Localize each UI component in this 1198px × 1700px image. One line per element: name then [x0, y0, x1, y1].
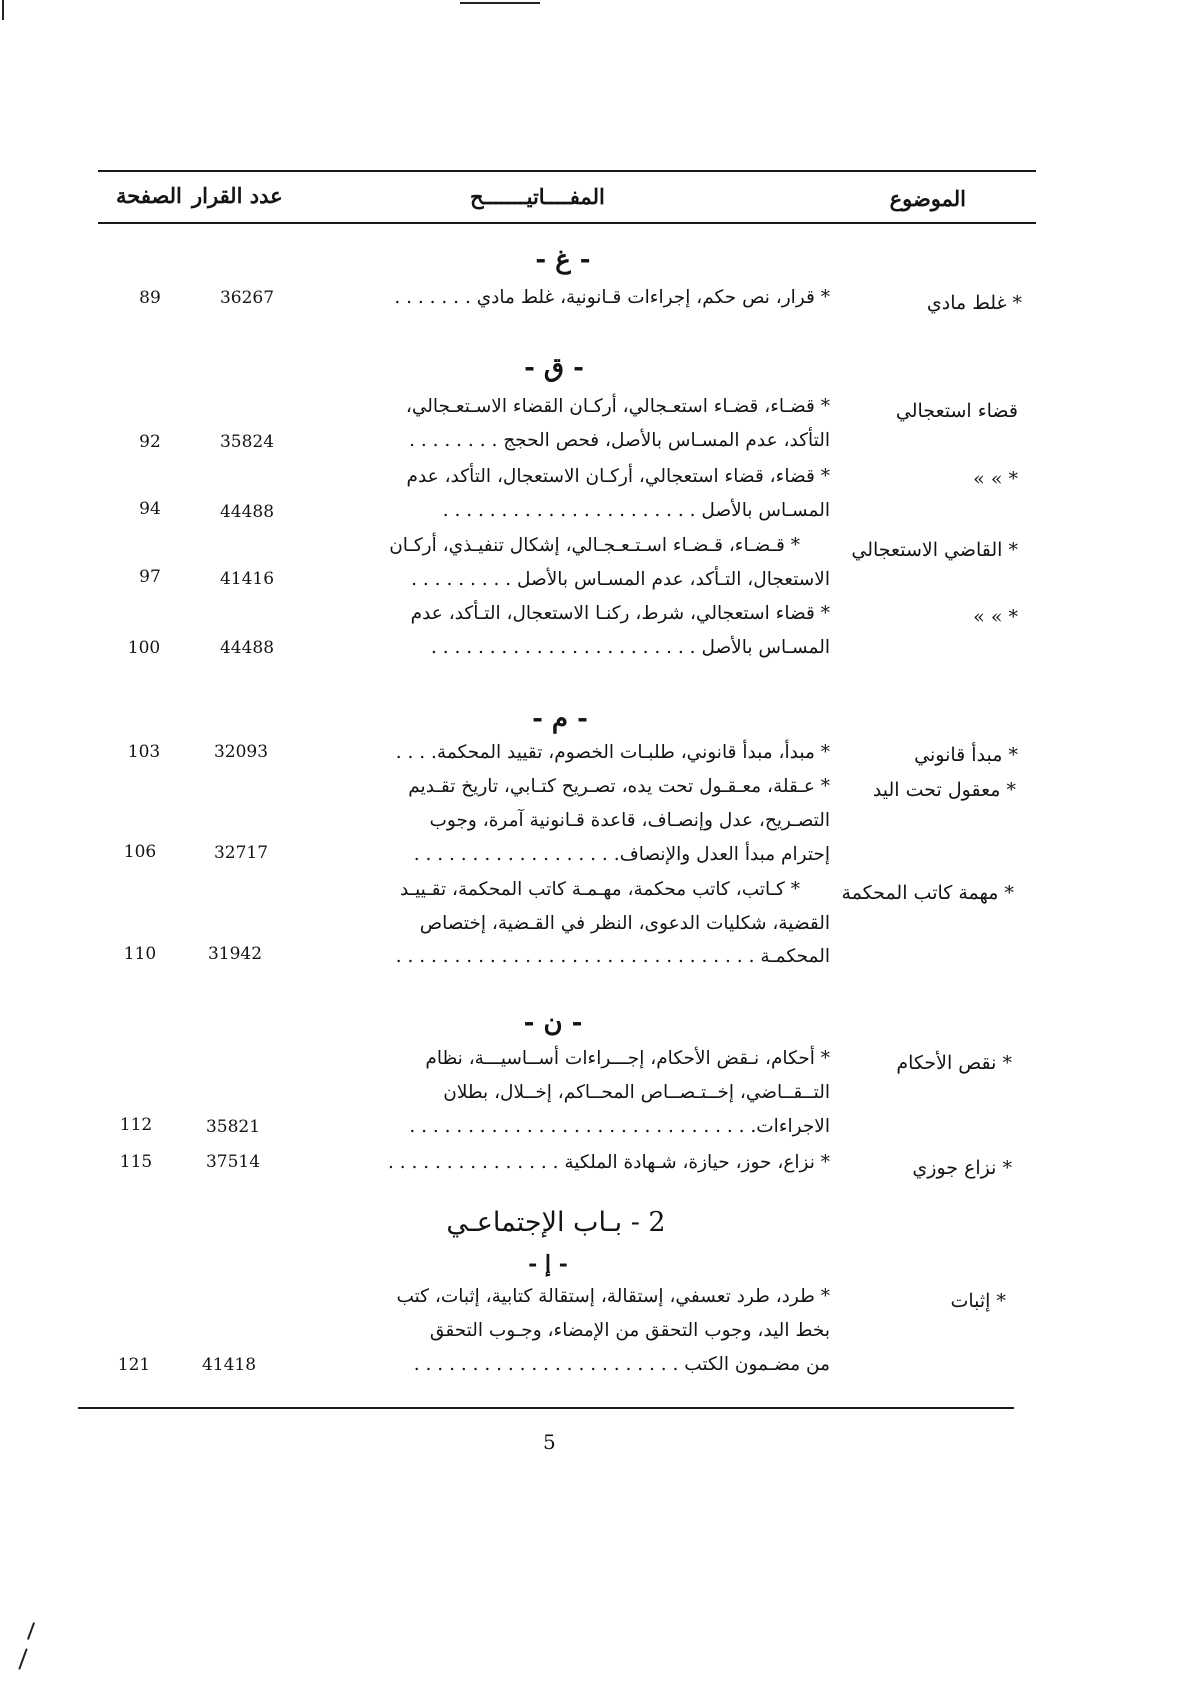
entry-keywords-line: الاستعجال، التـأكد، عدم المسـاس بالأصل . . . . . . . . .: [411, 569, 830, 590]
entry-subject: * معقول تحت اليد: [872, 779, 1016, 801]
entry-page-number: 115: [119, 1152, 153, 1172]
entry-subject: * مبدأ قانوني: [914, 744, 1018, 766]
entry-subject: * » »: [973, 468, 1018, 490]
scan-mark-bottom-1: [27, 1622, 35, 1640]
entry-decision-number: 36267: [219, 288, 275, 308]
entry-keywords-line: * كـاتب، كاتب محكمة، مهـمـة كاتب المحكمة، تقـييـد: [399, 879, 800, 900]
entry-keywords-line: من مضـمون الكتب . . . . . . . . . . . . . . . . . . . . . . .: [413, 1354, 830, 1375]
header-page: الصفحة: [116, 183, 182, 208]
entry-page-number: 110: [123, 944, 157, 964]
entry-subject: * إثبات: [950, 1290, 1006, 1312]
letter-heading-alif: - إ -: [528, 1251, 568, 1277]
entry-keywords-line: التأكد، عدم المسـاس بالأصل، فحص الحجج . . . . . . . .: [409, 430, 830, 451]
entry-decision-number: 44488: [219, 502, 275, 522]
entry-keywords-line: * عـقلة، معـقـول تحت يده، تصـريح كتـابي، تاريخ تقـديم: [408, 776, 830, 797]
entry-page-number: 106: [123, 842, 157, 862]
entry-keywords-line: المسـاس بالأصل . . . . . . . . . . . . . . . . . . . . . .: [442, 500, 830, 521]
entry-keywords-line: المسـاس بالأصل . . . . . . . . . . . . . . . . . . . . . . .: [430, 637, 830, 658]
entry-subject: * » »: [973, 606, 1018, 628]
entry-page-number: 94: [139, 499, 161, 519]
header-bottom-rule: [98, 222, 1036, 224]
entry-keywords-line: * طرد، طرد تعسفي، إستقالة، إستقالة كتابية، إثبات، كتب: [396, 1286, 830, 1307]
entry-page-number: 89: [139, 288, 161, 308]
entry-keywords-line: * مبدأ، مبدأ قانوني، طلبـات الخصوم، تقييد المحكمة. . . .: [395, 742, 830, 763]
entry-page-number: 100: [127, 638, 161, 658]
entry-subject: * مهمة كاتب المحكمة: [841, 882, 1014, 904]
entry-subject: قضاء استعجالي: [895, 400, 1018, 422]
scan-mark-top: [460, 2, 540, 4]
entry-page-number: 103: [127, 742, 161, 762]
entry-keywords-line: التــقــاضي، إخــتـصــاص المحــاكم، إخــلال، بطلان: [443, 1082, 830, 1103]
entry-keywords-line: * أحكام، نـقض الأحكام، إجـــراءات أســاسيـــة، نظام: [425, 1048, 830, 1069]
letter-heading-mim: - م -: [532, 704, 588, 734]
entry-keywords-line: * قرار، نص حكم، إجراءات قـانونية، غلط مادي . . . . . . .: [394, 287, 830, 308]
entry-subject: * نزاع جوزي: [912, 1157, 1012, 1179]
entry-decision-number: 37514: [205, 1152, 261, 1172]
page-number: 5: [543, 1430, 556, 1454]
scan-mark-bottom-2: [18, 1648, 27, 1669]
entry-keywords-line: القضية، شكليات الدعوى، النظر في القـضية، إختصاص: [419, 913, 830, 934]
entry-keywords-line: * قضاء استعجالي، شرط، ركنـا الاستعجال، التـأكد، عدم: [410, 603, 830, 624]
entry-decision-number: 41416: [219, 569, 275, 589]
entry-keywords-line: * قضـاء، قضـاء استعـجالي، أركـان القضاء الاسـتعـجالي،: [405, 396, 830, 417]
entry-subject: * نقص الأحكام: [896, 1052, 1012, 1074]
entry-subject: * القاضي الاستعجالي: [851, 539, 1018, 561]
entry-decision-number: 35824: [219, 432, 275, 452]
entry-keywords-line: المحكمـة . . . . . . . . . . . . . . . . . . . . . . . . . . . . . . .: [395, 946, 830, 967]
entry-decision-number: 35821: [205, 1117, 261, 1137]
entry-page-number: 92: [139, 432, 161, 452]
entry-decision-number: 32717: [213, 843, 269, 863]
entry-decision-number: 32093: [213, 742, 269, 762]
entry-keywords-line: التصـريح، عدل وإنصـاف، قاعدة قـانونية آمرة، وجوب: [429, 810, 830, 831]
scan-mark-left: [2, 0, 4, 20]
footer-rule: [78, 1407, 1014, 1409]
entry-decision-number: 41418: [201, 1355, 257, 1375]
section-title-social: 2 - بـاب الإجتماعـي: [446, 1207, 666, 1238]
entry-keywords-line: الاجراءات. . . . . . . . . . . . . . . . . . . . . . . . . . . . . .: [409, 1116, 830, 1137]
header-top-rule: [98, 170, 1036, 172]
letter-heading-qaf: - ق -: [524, 353, 584, 383]
entry-page-number: 97: [139, 567, 161, 587]
entry-keywords-line: * قـضـاء، قـضـاء اسـتـعـجـالي، إشكال تنفيـذي، أركـان: [389, 535, 800, 556]
header-subject: الموضوع: [889, 186, 966, 211]
letter-heading-nun: - ن -: [523, 1008, 583, 1038]
entry-decision-number: 44488: [219, 638, 275, 658]
entry-keywords-line: * نزاع، حوز، حيازة، شـهادة الملكية . . . . . . . . . . . . . . .: [387, 1152, 830, 1173]
entry-keywords-line: * قضاء، قضاء استعجالي، أركـان الاستعجال، التأكد، عدم: [406, 466, 830, 487]
entry-keywords-line: بخط اليد، وجوب التحقق من الإمضاء، وجـوب التحقق: [429, 1320, 830, 1341]
entry-page-number: 121: [117, 1355, 151, 1375]
entry-keywords-line: إحترام مبدأ العدل والإنصاف. . . . . . . . . . . . . . . . . .: [413, 844, 830, 865]
entry-decision-number: 31942: [207, 944, 263, 964]
header-keywords: المفــــاتيـــــــح: [470, 184, 605, 209]
entry-page-number: 112: [119, 1115, 153, 1135]
letter-heading-ghain: - غ -: [535, 245, 591, 275]
header-decision-number: عدد القرار: [192, 183, 283, 208]
entry-subject: * غلط مادي: [926, 292, 1022, 314]
